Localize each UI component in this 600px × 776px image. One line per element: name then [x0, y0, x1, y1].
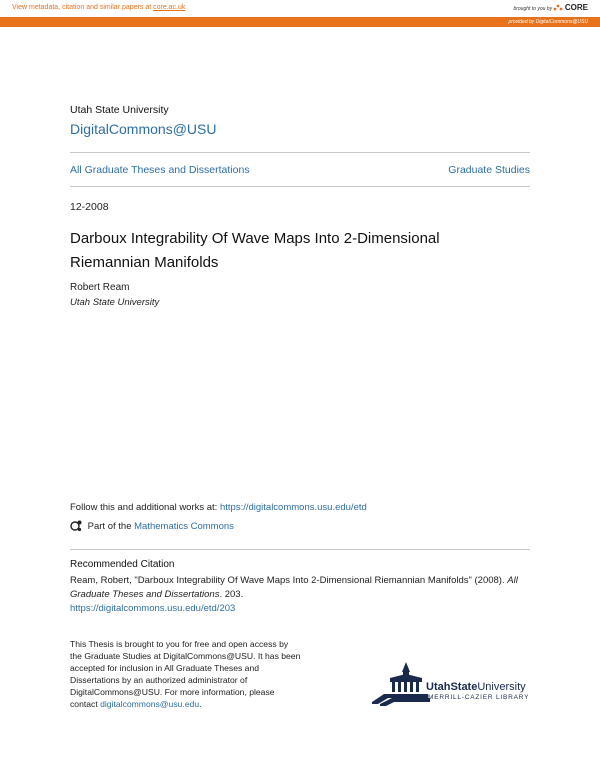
- recommended-citation-heading: Recommended Citation: [70, 559, 175, 570]
- citation-series: All Graduate Theses and Dissertations: [70, 575, 518, 600]
- part-of-commons: [70, 520, 234, 532]
- part-of-prefix: Part of the: [87, 521, 132, 532]
- core-brought-text: brought to you by: [513, 6, 553, 12]
- citation-url[interactable]: https://digitalcommons.usu.edu/etd/203: [70, 603, 236, 614]
- divider: [70, 186, 530, 187]
- usu-logo-name: [426, 681, 526, 693]
- follow-url[interactable]: https://digitalcommons.usu.edu/etd: [219, 502, 367, 513]
- core-notice-text: View metadata, citation and similar papers at: [12, 4, 152, 11]
- core-logo-text[interactable]: CORE: [564, 3, 588, 12]
- citation-main: Ream, Robert, "Darboux Integrability Of Wave Maps Into 2-Dimensional Riemannian Manifolds" (2008).: [70, 575, 505, 586]
- follow-works: [70, 502, 367, 513]
- core-metadata-notice: [12, 4, 185, 11]
- graduate-studies-link[interactable]: Graduate Studies: [448, 164, 530, 176]
- divider: [70, 549, 530, 550]
- repository-name[interactable]: DigitalCommons@USU: [70, 121, 217, 137]
- usu-library-name: MERRILL-CAZIER LIBRARY: [428, 694, 530, 701]
- core-link[interactable]: core.ac.uk: [153, 4, 186, 11]
- institution-name: Utah State University: [70, 104, 169, 116]
- core-provided-by: provided by DigitalCommons@USU: [508, 19, 588, 25]
- author-name: Robert Ream: [70, 282, 130, 293]
- access-end: .: [199, 699, 202, 709]
- contact-email-link[interactable]: digitalcommons@usu.edu: [100, 699, 200, 709]
- author-affiliation: Utah State University: [70, 297, 160, 308]
- follow-text: Follow this and additional works at:: [70, 502, 218, 513]
- mathematics-commons-link[interactable]: Mathematics Commons: [134, 521, 234, 532]
- divider: [70, 152, 530, 153]
- core-brought-by: [513, 3, 588, 12]
- collection-link[interactable]: All Graduate Theses and Dissertations: [70, 164, 250, 176]
- citation-text: [70, 574, 532, 616]
- core-provider-stripe: [0, 17, 600, 27]
- access-text: This Thesis is brought to you for free and open access by the Graduate Studies at DigitalCommons@USU. It has been accepted for inclusion in All Graduate Theses and Dissertations by an authorized administrator of DigitalCommons@USU. For more information, please contact: [70, 639, 301, 709]
- citation-number: . 203.: [219, 589, 244, 600]
- paper-title: Darboux Integrability Of Wave Maps Into 2-Dimensional Riemannian Manifolds: [70, 230, 440, 271]
- usu-logo-name-bold: UtahState: [426, 681, 478, 693]
- open-access-notice: [70, 638, 302, 710]
- commons-network-icon: [70, 520, 82, 532]
- core-logo-icon: [553, 3, 563, 11]
- usu-logo-name-regular: University: [477, 681, 526, 693]
- core-banner: [0, 0, 600, 18]
- publication-date: 12-2008: [70, 201, 109, 213]
